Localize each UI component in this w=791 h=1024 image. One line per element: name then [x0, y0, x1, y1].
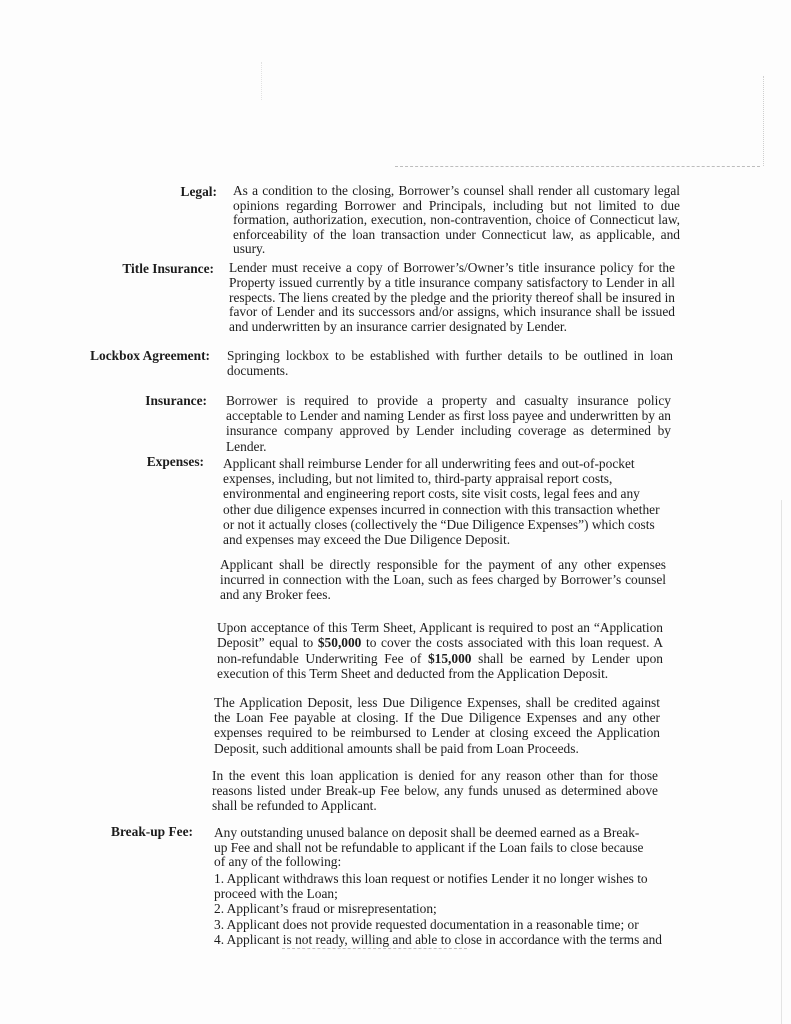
scan-artifact: [395, 166, 760, 167]
expenses-paragraph-5: In the event this loan application is denied for any reason other than for those reasons listed under Break-up Fee below, any funds unused as determined above shall be refunded to Applicant.: [212, 768, 658, 814]
list-item: 4. Applicant is not ready, willing and able to close in accordance with the terms and: [214, 931, 662, 947]
scan-artifact: [781, 500, 782, 1024]
list-item: 2. Applicant’s fraud or misrepresentation;: [214, 901, 437, 917]
application-deposit-amount: $50,000: [317, 635, 362, 651]
legal-label: Legal:: [180, 184, 217, 199]
list-item: 3. Applicant does not provide requested documentation in a reasonable time; or: [214, 916, 639, 932]
underwriting-fee-amount: $15,000: [427, 650, 472, 666]
expenses-paragraph-3-part-2: to cover the costs associated with this loan request. A non-refundable Underwriting Fee of: [217, 635, 663, 666]
title-insurance-text: Lender must receive a copy of Borrower’s/Owner’s title insurance policy for the Property issued currently by a title insurance company satisfactory to Lender in all respects. The liens created by the pledge and the priority thereof shall be insured in favor of Lender and its successors and/or assigns, which insurance shall be issued and underwritten by an insurance carrier designated by Lender.: [229, 260, 675, 335]
list-item: 1. Applicant withdraws this loan request or notifies Lender it no longer wishes to proceed with the Loan;: [214, 871, 648, 902]
expenses-paragraph-3-part-3: shall be earned by Lender upon execution of this Term Sheet and deducted from the Application Deposit.: [217, 650, 663, 681]
lockbox-text: Springing lockbox to be established with further details to be outlined in loan documents.: [227, 348, 673, 378]
breakup-fee-label: Break-up Fee:: [111, 824, 193, 839]
expenses-paragraph-2: Applicant shall be directly responsible for the payment of any other expenses incurred in connection with the Loan, such as fees charged by Borrower’s counsel and any Broker fees.: [220, 557, 666, 603]
expenses-paragraph-1: Applicant shall reimburse Lender for all underwriting fees and out-of-pocket expenses, including, but not limited to, third-party appraisal report costs, environmental and engineering report costs, site visit costs, legal fees and any other due diligence expenses incurred in connection with this transaction whether or not it actually closes (collectively the “Due Diligence Expenses”) which costs and expenses may exceed the Due Diligence Deposit.: [223, 456, 660, 548]
expenses-paragraph-4: The Application Deposit, less Due Diligence Expenses, shall be credited against the Loan Fee payable at closing. If the Due Diligence Expenses and any other expenses required to be reimbursed to Lender at closing exceed the Application Deposit, such additional amounts shall be paid from Loan Proceeds.: [214, 695, 660, 756]
lockbox-label: Lockbox Agreement:: [90, 348, 210, 363]
scan-artifact: [763, 76, 764, 166]
expenses-label: Expenses:: [146, 454, 204, 469]
legal-text: As a condition to the closing, Borrower’s counsel shall render all customary legal opinions regarding Borrower and Principals, including but not limited to due formation, authorization, execution, non-contravention, choice of Connecticut law, enforceability of the loan transaction under Connecticut law, as applicable, and usury.: [233, 183, 680, 257]
expenses-paragraph-3-part-1: Upon acceptance of this Term Sheet, Applicant is required to post an “Application Deposit” equal to: [217, 620, 663, 651]
scan-artifact: [261, 62, 262, 100]
expenses-paragraph-3: [217, 620, 663, 681]
breakup-fee-list: [214, 871, 662, 947]
insurance-label: Insurance:: [145, 393, 207, 408]
insurance-text: Borrower is required to provide a property and casualty insurance policy acceptable to Lender and naming Lender as first loss payee and underwritten by an insurance company approved by Lender including coverage as determined by Lender.: [226, 393, 671, 454]
title-insurance-label: Title Insurance:: [122, 261, 214, 276]
scan-artifact: [282, 948, 467, 949]
breakup-fee-intro: Any outstanding unused balance on deposit shall be deemed earned as a Break-up Fee and shall not be refundable to applicant if the Loan fails to close because of any of the following:: [214, 825, 644, 870]
